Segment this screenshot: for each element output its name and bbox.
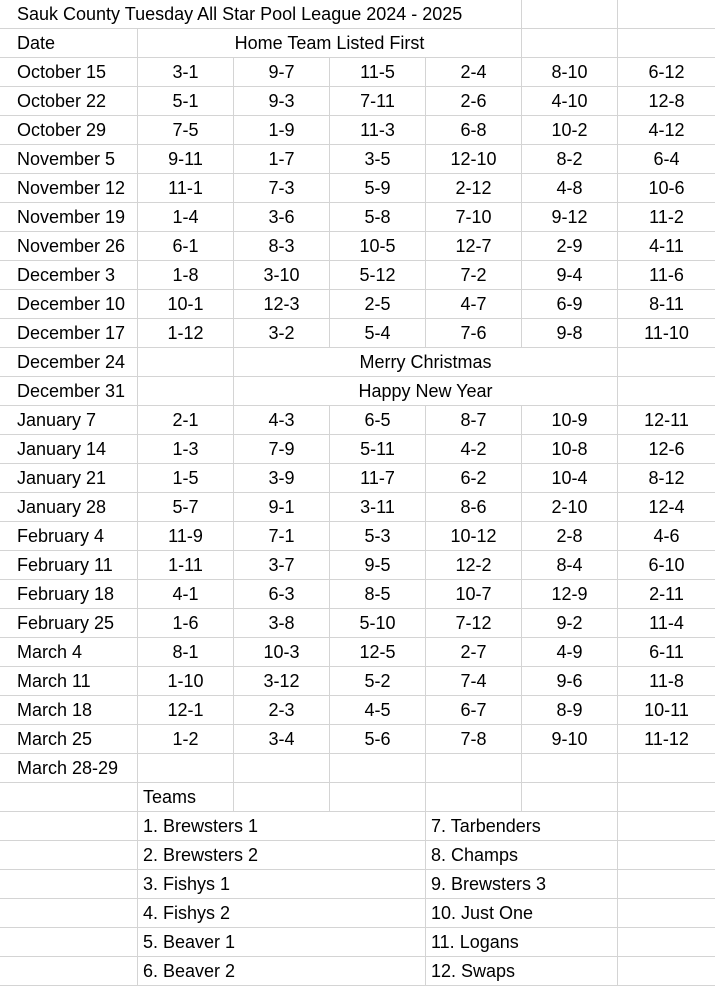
matchup-cell: 1-5 [138,464,234,493]
matchup-cell: 8-9 [522,696,618,725]
matchup-cell: 3-1 [138,58,234,87]
title-row [0,0,715,29]
match-date: March 4 [0,638,138,667]
match-date: January 21 [0,464,138,493]
matchup-cell: 1-9 [234,116,330,145]
matchup-cell: 5-11 [330,435,426,464]
empty-cell [0,870,138,899]
team-name: 6. Beaver 2 [138,957,426,986]
schedule-row [0,464,715,493]
team-row [0,899,715,928]
team-name: 11. Logans [426,928,618,957]
matchup-cell: 10-6 [618,174,715,203]
match-date: November 19 [0,203,138,232]
date-column-header: Date [0,29,138,58]
matchup-cell: 7-10 [426,203,522,232]
matchup-cell: 7-2 [426,261,522,290]
matchup-cell: 7-5 [138,116,234,145]
matchup-cell: 8-10 [522,58,618,87]
schedule-row [0,522,715,551]
matchup-cell: 6-10 [618,551,715,580]
matchup-cell: 9-6 [522,667,618,696]
matchup-cell: 1-3 [138,435,234,464]
matchup-cell: 6-1 [138,232,234,261]
match-date: March 28-29 [0,754,138,783]
matchup-cell: 12-5 [330,638,426,667]
matchup-cell: 5-10 [330,609,426,638]
schedule-row [0,406,715,435]
matchup-cell: 4-12 [618,116,715,145]
team-name: 5. Beaver 1 [138,928,426,957]
match-date: October 29 [0,116,138,145]
matchup-cell: 10-12 [426,522,522,551]
match-date: March 11 [0,667,138,696]
empty-cell [522,29,618,58]
schedule-row [0,203,715,232]
matchup-cell: 5-8 [330,203,426,232]
schedule-row [0,667,715,696]
matchup-cell: 4-9 [522,638,618,667]
teams-header-row [0,783,715,812]
schedule-row [0,638,715,667]
matchup-cell: 10-11 [618,696,715,725]
empty-cell [0,812,138,841]
empty-cell [618,377,715,406]
matchup-cell: 3-8 [234,609,330,638]
empty-cell [618,29,715,58]
matchup-cell: 12-1 [138,696,234,725]
matchup-cell: 4-2 [426,435,522,464]
matchup-cell: 1-4 [138,203,234,232]
empty-cell [522,754,618,783]
schedule-row [0,319,715,348]
matchup-cell: 10-8 [522,435,618,464]
match-date: December 31 [0,377,138,406]
matchup-cell: 5-2 [330,667,426,696]
header-row [0,29,715,58]
match-date: October 22 [0,87,138,116]
matchup-cell: 8-5 [330,580,426,609]
matchup-cell: 5-3 [330,522,426,551]
matchup-cell: 9-8 [522,319,618,348]
matchup-cell: 11-5 [330,58,426,87]
matchup-cell: 4-3 [234,406,330,435]
matchup-cell: 2-7 [426,638,522,667]
matchup-cell: 9-1 [234,493,330,522]
matchup-cell: 7-12 [426,609,522,638]
matchup-cell: 11-12 [618,725,715,754]
matchup-cell: 9-4 [522,261,618,290]
empty-cell [618,783,715,812]
matchup-cell: 5-6 [330,725,426,754]
matchup-cell: 12-9 [522,580,618,609]
schedule-row [0,551,715,580]
matchup-cell: 7-4 [426,667,522,696]
matchup-cell: 6-2 [426,464,522,493]
empty-cell [618,899,715,928]
schedule-row [0,609,715,638]
match-date: March 18 [0,696,138,725]
matchup-cell: 6-11 [618,638,715,667]
matchup-cell: 12-4 [618,493,715,522]
matchup-cell: 5-1 [138,87,234,116]
empty-cell [0,957,138,986]
holiday-label: Merry Christmas [234,348,618,377]
match-date: November 5 [0,145,138,174]
schedule-row [0,435,715,464]
matchup-cell: 6-4 [618,145,715,174]
home-team-note: Home Team Listed First [138,29,522,58]
schedule-row [0,290,715,319]
matchup-cell: 6-9 [522,290,618,319]
match-date: December 3 [0,261,138,290]
empty-cell [618,754,715,783]
matchup-cell: 10-5 [330,232,426,261]
matchup-cell: 9-5 [330,551,426,580]
schedule-row [0,261,715,290]
schedule-row [0,116,715,145]
matchup-cell: 10-7 [426,580,522,609]
matchup-cell: 2-4 [426,58,522,87]
schedule-row [0,174,715,203]
team-name: 9. Brewsters 3 [426,870,618,899]
matchup-cell: 9-7 [234,58,330,87]
matchup-cell: 3-4 [234,725,330,754]
match-date: December 10 [0,290,138,319]
empty-cell [522,783,618,812]
team-name: 3. Fishys 1 [138,870,426,899]
matchup-cell: 3-2 [234,319,330,348]
matchup-cell: 12-3 [234,290,330,319]
matchup-cell: 2-8 [522,522,618,551]
matchup-cell: 3-9 [234,464,330,493]
matchup-cell: 3-10 [234,261,330,290]
matchup-cell: 8-6 [426,493,522,522]
matchup-cell: 11-9 [138,522,234,551]
matchup-cell: 12-2 [426,551,522,580]
matchup-cell: 11-8 [618,667,715,696]
matchup-cell: 11-1 [138,174,234,203]
team-row [0,928,715,957]
matchup-cell: 11-4 [618,609,715,638]
matchup-cell: 3-12 [234,667,330,696]
matchup-cell: 9-2 [522,609,618,638]
matchup-cell: 9-3 [234,87,330,116]
matchup-cell: 9-12 [522,203,618,232]
match-date: November 26 [0,232,138,261]
team-name: 2. Brewsters 2 [138,841,426,870]
empty-cell [618,812,715,841]
matchup-cell: 7-1 [234,522,330,551]
match-date: February 18 [0,580,138,609]
team-row [0,841,715,870]
schedule-row [0,754,715,783]
page-title: Sauk County Tuesday All Star Pool League 2024 - 2025 [0,0,522,29]
matchup-cell: 4-11 [618,232,715,261]
matchup-cell: 4-5 [330,696,426,725]
matchup-cell: 5-7 [138,493,234,522]
empty-cell [234,754,330,783]
schedule-row [0,493,715,522]
matchup-cell: 10-3 [234,638,330,667]
matchup-cell: 3-7 [234,551,330,580]
matchup-cell: 12-6 [618,435,715,464]
team-row [0,812,715,841]
matchup-cell: 2-6 [426,87,522,116]
matchup-cell: 7-11 [330,87,426,116]
matchup-cell: 8-12 [618,464,715,493]
match-date: February 11 [0,551,138,580]
schedule-row [0,58,715,87]
matchup-cell: 6-8 [426,116,522,145]
empty-cell [618,0,715,29]
matchup-cell: 12-8 [618,87,715,116]
schedule-row [0,377,715,406]
matchup-cell: 12-7 [426,232,522,261]
matchup-cell: 4-7 [426,290,522,319]
matchup-cell: 10-1 [138,290,234,319]
schedule-row [0,87,715,116]
empty-cell [330,754,426,783]
empty-cell [0,928,138,957]
empty-cell [138,754,234,783]
matchup-cell: 1-6 [138,609,234,638]
matchup-cell: 2-12 [426,174,522,203]
matchup-cell: 3-6 [234,203,330,232]
match-date: December 17 [0,319,138,348]
match-date: January 7 [0,406,138,435]
matchup-cell: 2-9 [522,232,618,261]
schedule-row [0,145,715,174]
matchup-cell: 10-4 [522,464,618,493]
matchup-cell: 8-11 [618,290,715,319]
matchup-cell: 1-8 [138,261,234,290]
teams-label: Teams [138,783,234,812]
matchup-cell: 2-10 [522,493,618,522]
match-date: December 24 [0,348,138,377]
match-date: March 25 [0,725,138,754]
empty-cell [234,783,330,812]
match-date: January 28 [0,493,138,522]
matchup-cell: 7-6 [426,319,522,348]
empty-cell [618,870,715,899]
matchup-cell: 2-11 [618,580,715,609]
empty-cell [0,783,138,812]
matchup-cell: 6-3 [234,580,330,609]
empty-cell [0,841,138,870]
matchup-cell: 11-7 [330,464,426,493]
match-date: February 25 [0,609,138,638]
matchup-cell: 7-3 [234,174,330,203]
empty-cell [138,348,234,377]
matchup-cell: 1-2 [138,725,234,754]
holiday-label: Happy New Year [234,377,618,406]
matchup-cell: 1-11 [138,551,234,580]
matchup-cell: 7-8 [426,725,522,754]
matchup-cell: 6-5 [330,406,426,435]
empty-cell [522,0,618,29]
matchup-cell: 3-5 [330,145,426,174]
empty-cell [138,377,234,406]
matchup-cell: 6-12 [618,58,715,87]
team-name: 8. Champs [426,841,618,870]
team-name: 10. Just One [426,899,618,928]
empty-cell [618,928,715,957]
empty-cell [330,783,426,812]
matchup-cell: 4-10 [522,87,618,116]
matchup-cell: 11-2 [618,203,715,232]
matchup-cell: 11-3 [330,116,426,145]
empty-cell [426,754,522,783]
matchup-cell: 6-7 [426,696,522,725]
team-name: 7. Tarbenders [426,812,618,841]
matchup-cell: 8-7 [426,406,522,435]
matchup-cell: 10-9 [522,406,618,435]
matchup-cell: 8-3 [234,232,330,261]
empty-cell [426,783,522,812]
matchup-cell: 2-3 [234,696,330,725]
match-date: January 14 [0,435,138,464]
empty-cell [0,899,138,928]
schedule-row [0,696,715,725]
matchup-cell: 8-4 [522,551,618,580]
matchup-cell: 5-4 [330,319,426,348]
matchup-cell: 4-6 [618,522,715,551]
matchup-cell: 4-8 [522,174,618,203]
match-date: November 12 [0,174,138,203]
matchup-cell: 7-9 [234,435,330,464]
schedule-row [0,348,715,377]
team-name: 1. Brewsters 1 [138,812,426,841]
matchup-cell: 5-12 [330,261,426,290]
match-date: February 4 [0,522,138,551]
matchup-cell: 1-10 [138,667,234,696]
matchup-cell: 8-1 [138,638,234,667]
schedule-row [0,580,715,609]
schedule-row [0,725,715,754]
empty-cell [618,348,715,377]
team-name: 12. Swaps [426,957,618,986]
matchup-cell: 2-1 [138,406,234,435]
matchup-cell: 1-7 [234,145,330,174]
matchup-cell: 11-6 [618,261,715,290]
team-row [0,870,715,899]
matchup-cell: 1-12 [138,319,234,348]
matchup-cell: 12-11 [618,406,715,435]
team-row [0,957,715,986]
matchup-cell: 5-9 [330,174,426,203]
matchup-cell: 12-10 [426,145,522,174]
empty-cell [618,957,715,986]
matchup-cell: 4-1 [138,580,234,609]
matchup-cell: 8-2 [522,145,618,174]
matchup-cell: 3-11 [330,493,426,522]
team-name: 4. Fishys 2 [138,899,426,928]
matchup-cell: 10-2 [522,116,618,145]
schedule-row [0,232,715,261]
empty-cell [618,841,715,870]
matchup-cell: 11-10 [618,319,715,348]
matchup-cell: 9-11 [138,145,234,174]
matchup-cell: 2-5 [330,290,426,319]
match-date: October 15 [0,58,138,87]
matchup-cell: 9-10 [522,725,618,754]
